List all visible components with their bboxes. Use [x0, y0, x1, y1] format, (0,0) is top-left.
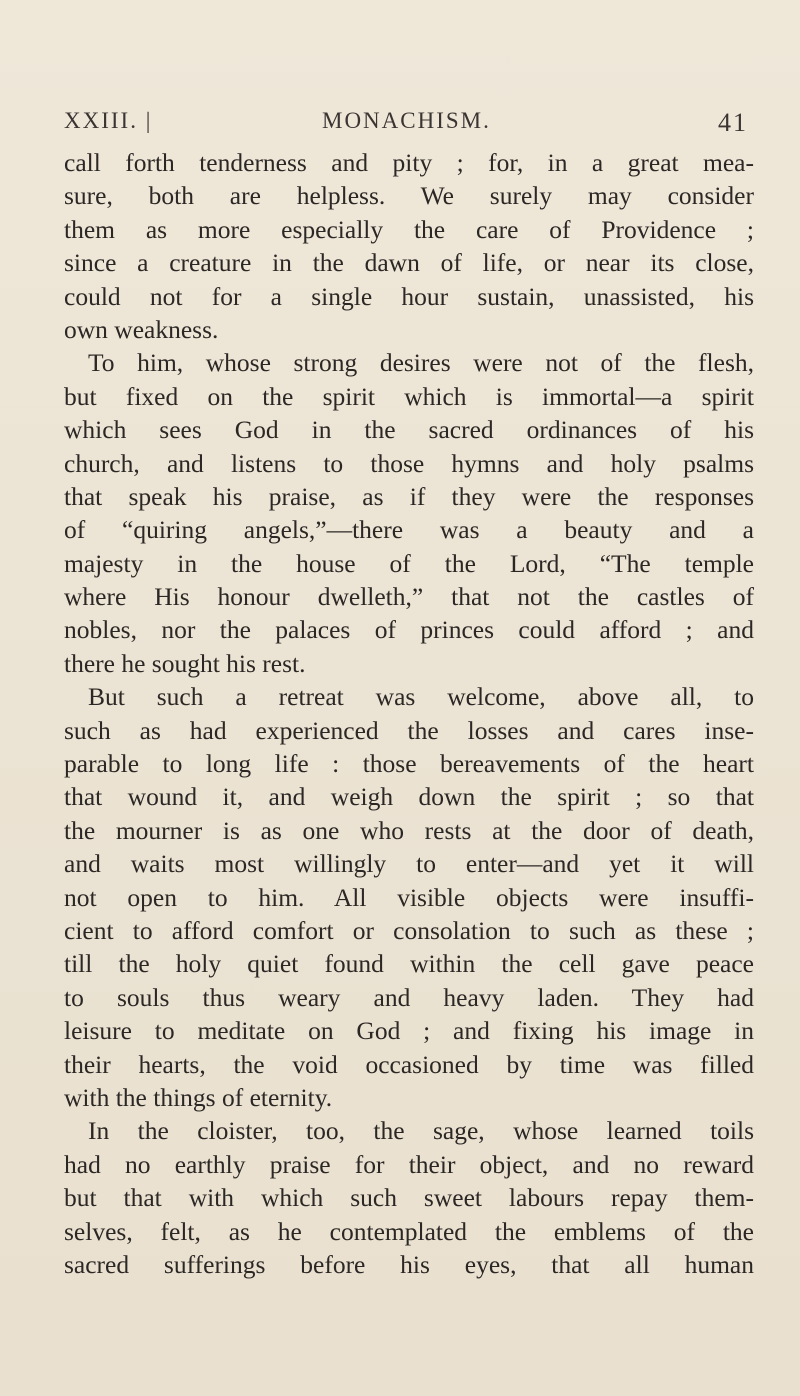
text-line: the mourner is as one who rests at the door of death, — [64, 815, 754, 845]
text-line: till the holy quiet found within the cell gave peace — [64, 949, 754, 979]
text-line: that wound it, and weigh down the spirit ; so that — [64, 782, 754, 812]
text-line: church, and listens to those hymns and holy psalms — [64, 448, 754, 478]
text-line: with the things of eternity. — [64, 1082, 333, 1112]
text-line: since a creature in the dawn of life, or near its close, — [64, 248, 754, 278]
text-line: majesty in the house of the Lord, “The temple — [64, 548, 754, 578]
text-line: sure, both are helpless. We surely may consider — [64, 181, 754, 211]
text-line: call forth tenderness and pity ; for, in a great mea- — [64, 148, 754, 177]
text-line: to souls thus weary and heavy laden. They had — [64, 982, 754, 1012]
page-number: 41 — [718, 108, 748, 137]
text-line: and waits most willingly to enter—and yet it will — [64, 849, 754, 879]
text-line: such as had experienced the losses and cares inse- — [64, 715, 754, 745]
text-line: not open to him. All visible objects were insuffi- — [64, 882, 754, 912]
running-title: MONACHISM. — [322, 108, 491, 133]
text-line: selves, felt, as he contemplated the emblems of the — [64, 1216, 754, 1246]
text-line: But such a retreat was welcome, above all, to — [88, 682, 754, 712]
text-line: To him, whose strong desires were not of the flesh, — [88, 348, 754, 378]
text-line: nobles, nor the palaces of princes could afford ; and — [64, 615, 754, 645]
running-head — [64, 108, 748, 144]
chapter-number: XXIII. | — [64, 108, 153, 133]
text-line: but fixed on the spirit which is immortal—a spirit — [64, 381, 754, 411]
text-line: leisure to meditate on God ; and fixing his image in — [64, 1016, 754, 1046]
body-text — [64, 146, 754, 1281]
text-line: them as more especially the care of Providence ; — [64, 214, 754, 244]
text-line: their hearts, the void occasioned by time was filled — [64, 1049, 754, 1079]
text-line: of “quiring angels,”—there was a beauty and a — [64, 515, 754, 545]
text-line: cient to afford comfort or consolation to such as these ; — [64, 915, 754, 945]
text-line: In the cloister, too, the sage, whose learned toils — [88, 1116, 754, 1146]
text-line: could not for a single hour sustain, unassisted, his — [64, 281, 754, 311]
text-line: parable to long life : those bereavements of the heart — [64, 749, 754, 779]
text-line: which sees God in the sacred ordinances of his — [64, 415, 754, 445]
text-line: had no earthly praise for their object, and no reward — [64, 1149, 754, 1179]
text-line: that speak his praise, as if they were the responses — [64, 481, 754, 511]
text-line: but that with which such sweet labours repay them- — [64, 1183, 754, 1213]
text-line: where His honour dwelleth,” that not the castles of — [64, 582, 754, 612]
text-line: sacred sufferings before his eyes, that all human — [64, 1249, 754, 1279]
text-line: own weakness. — [64, 314, 219, 344]
text-line: there he sought his rest. — [64, 648, 306, 678]
